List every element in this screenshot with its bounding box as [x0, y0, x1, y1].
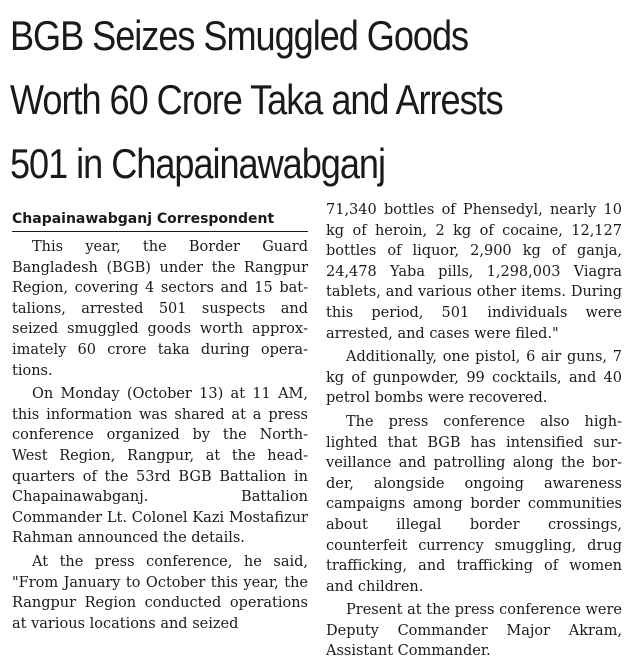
article-paragraph: Present at the press conference were Deputy Commander Major Akram, Assistant Commander.: [326, 602, 622, 660]
byline: Chapainawabganj Correspondent: [12, 210, 308, 232]
headline-line-3: 501 in Chapainawabganj: [10, 140, 385, 187]
article-paragraph: Additionally, one pistol, 6 air guns, 7 kg of gunpowder, 99 cocktails, and 40 petrol bombs were recovered.: [326, 349, 622, 407]
article-paragraph: At the press conference, he said, "From January to October this year, the Rangpur Region conducted operations at various locations and seized: [12, 553, 308, 632]
article-paragraph: This year, the Border Guard Bangladesh (BGB) under the Rangpur Region, covering 4 sectors and 15 battalions, arrested 501 suspects and seized smuggled goods worth approximately 60 crore taka during operations.: [12, 239, 308, 379]
headline-line-1: BGB Seizes Smuggled Goods: [10, 12, 469, 59]
article-column-left: [12, 237, 308, 634]
headline: [10, 4, 536, 196]
headline-line-2: Worth 60 Crore Taka and Arrests: [10, 76, 503, 123]
article-paragraph: On Monday (October 13) at 11 AM, this information was shared at a press conference organized by the North-West Region, Rangpur, at the headquarters of the 53rd BGB Battalion in Chapainawabganj. Battalion Commander Lt. Colonel Kazi Mostafizur Rahman announced the details.: [12, 386, 308, 547]
article-paragraph: The press conference also highlighted that BGB has intensified surveillance and patrolling along the border, alongside ongoing awareness campaigns among border communities about illegal border crossings, counterfeit currency smuggling, drug trafficking, and trafficking of women and children.: [326, 413, 622, 595]
article-column-right: [326, 200, 622, 662]
article-paragraph-continued: 71,340 bottles of Phensedyl, nearly 10 kg of heroin, 2 kg of cocaine, 12,127 bottles of liquor, 2,900 kg of ganja, 24,478 Yaba pills, 1,298,003 Viagra tablets, and various other items. During this period, 501 individuals were arrested, and cases were filed.": [326, 202, 622, 342]
